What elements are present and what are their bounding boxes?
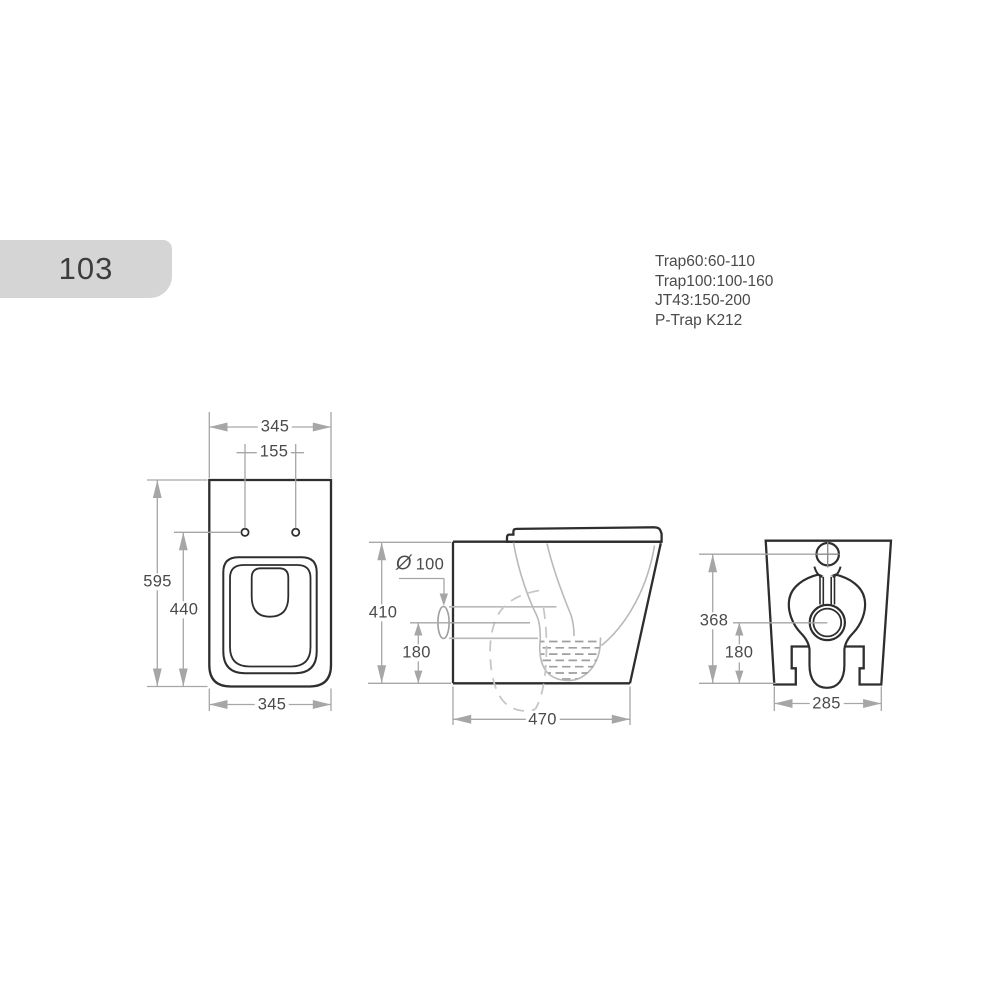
dim-label-rear-width: 285: [809, 695, 843, 712]
trap-option-2: Trap100:100-160: [655, 272, 774, 290]
dim-label-side-outlet-height: 180: [399, 644, 433, 661]
bowl-opening: [252, 568, 289, 616]
dim-label-hole-spacing: 155: [257, 443, 291, 460]
trap-dashed-outline: [490, 591, 546, 711]
trap-option-3: JT43:150-200: [655, 292, 751, 310]
dim-label-depth: 595: [140, 573, 174, 590]
fixing-hole-left: [241, 529, 248, 536]
seat-lid: [507, 527, 662, 541]
trap-option-1: Trap60:60-110: [655, 253, 755, 270]
bowl-interior-lines: [449, 543, 655, 681]
fixing-hole-right: [292, 529, 299, 536]
rear-view-drawing: [766, 541, 891, 688]
flush-channel-fill: [819, 576, 835, 605]
dim-label-outlet-diameter: Ø 100: [393, 554, 447, 575]
top-view-drawing: [209, 480, 331, 687]
dim-label-hole-to-front: 440: [167, 601, 201, 618]
dim-label-rear-outlet-height: 180: [722, 645, 756, 662]
diameter-symbol: Ø: [395, 552, 412, 575]
dim-label-top-width-bottom: 345: [255, 696, 289, 713]
dim-label-side-height: 410: [366, 604, 400, 621]
side-view-drawing: [438, 527, 662, 711]
page-number: 103: [58, 251, 114, 286]
dim-label-side-depth: 470: [525, 711, 559, 728]
trap-option-4: P-Trap K212: [655, 311, 743, 329]
dim-label-rear-inlet-height: 368: [697, 612, 731, 629]
dim-label-top-width-top: 345: [258, 418, 292, 435]
